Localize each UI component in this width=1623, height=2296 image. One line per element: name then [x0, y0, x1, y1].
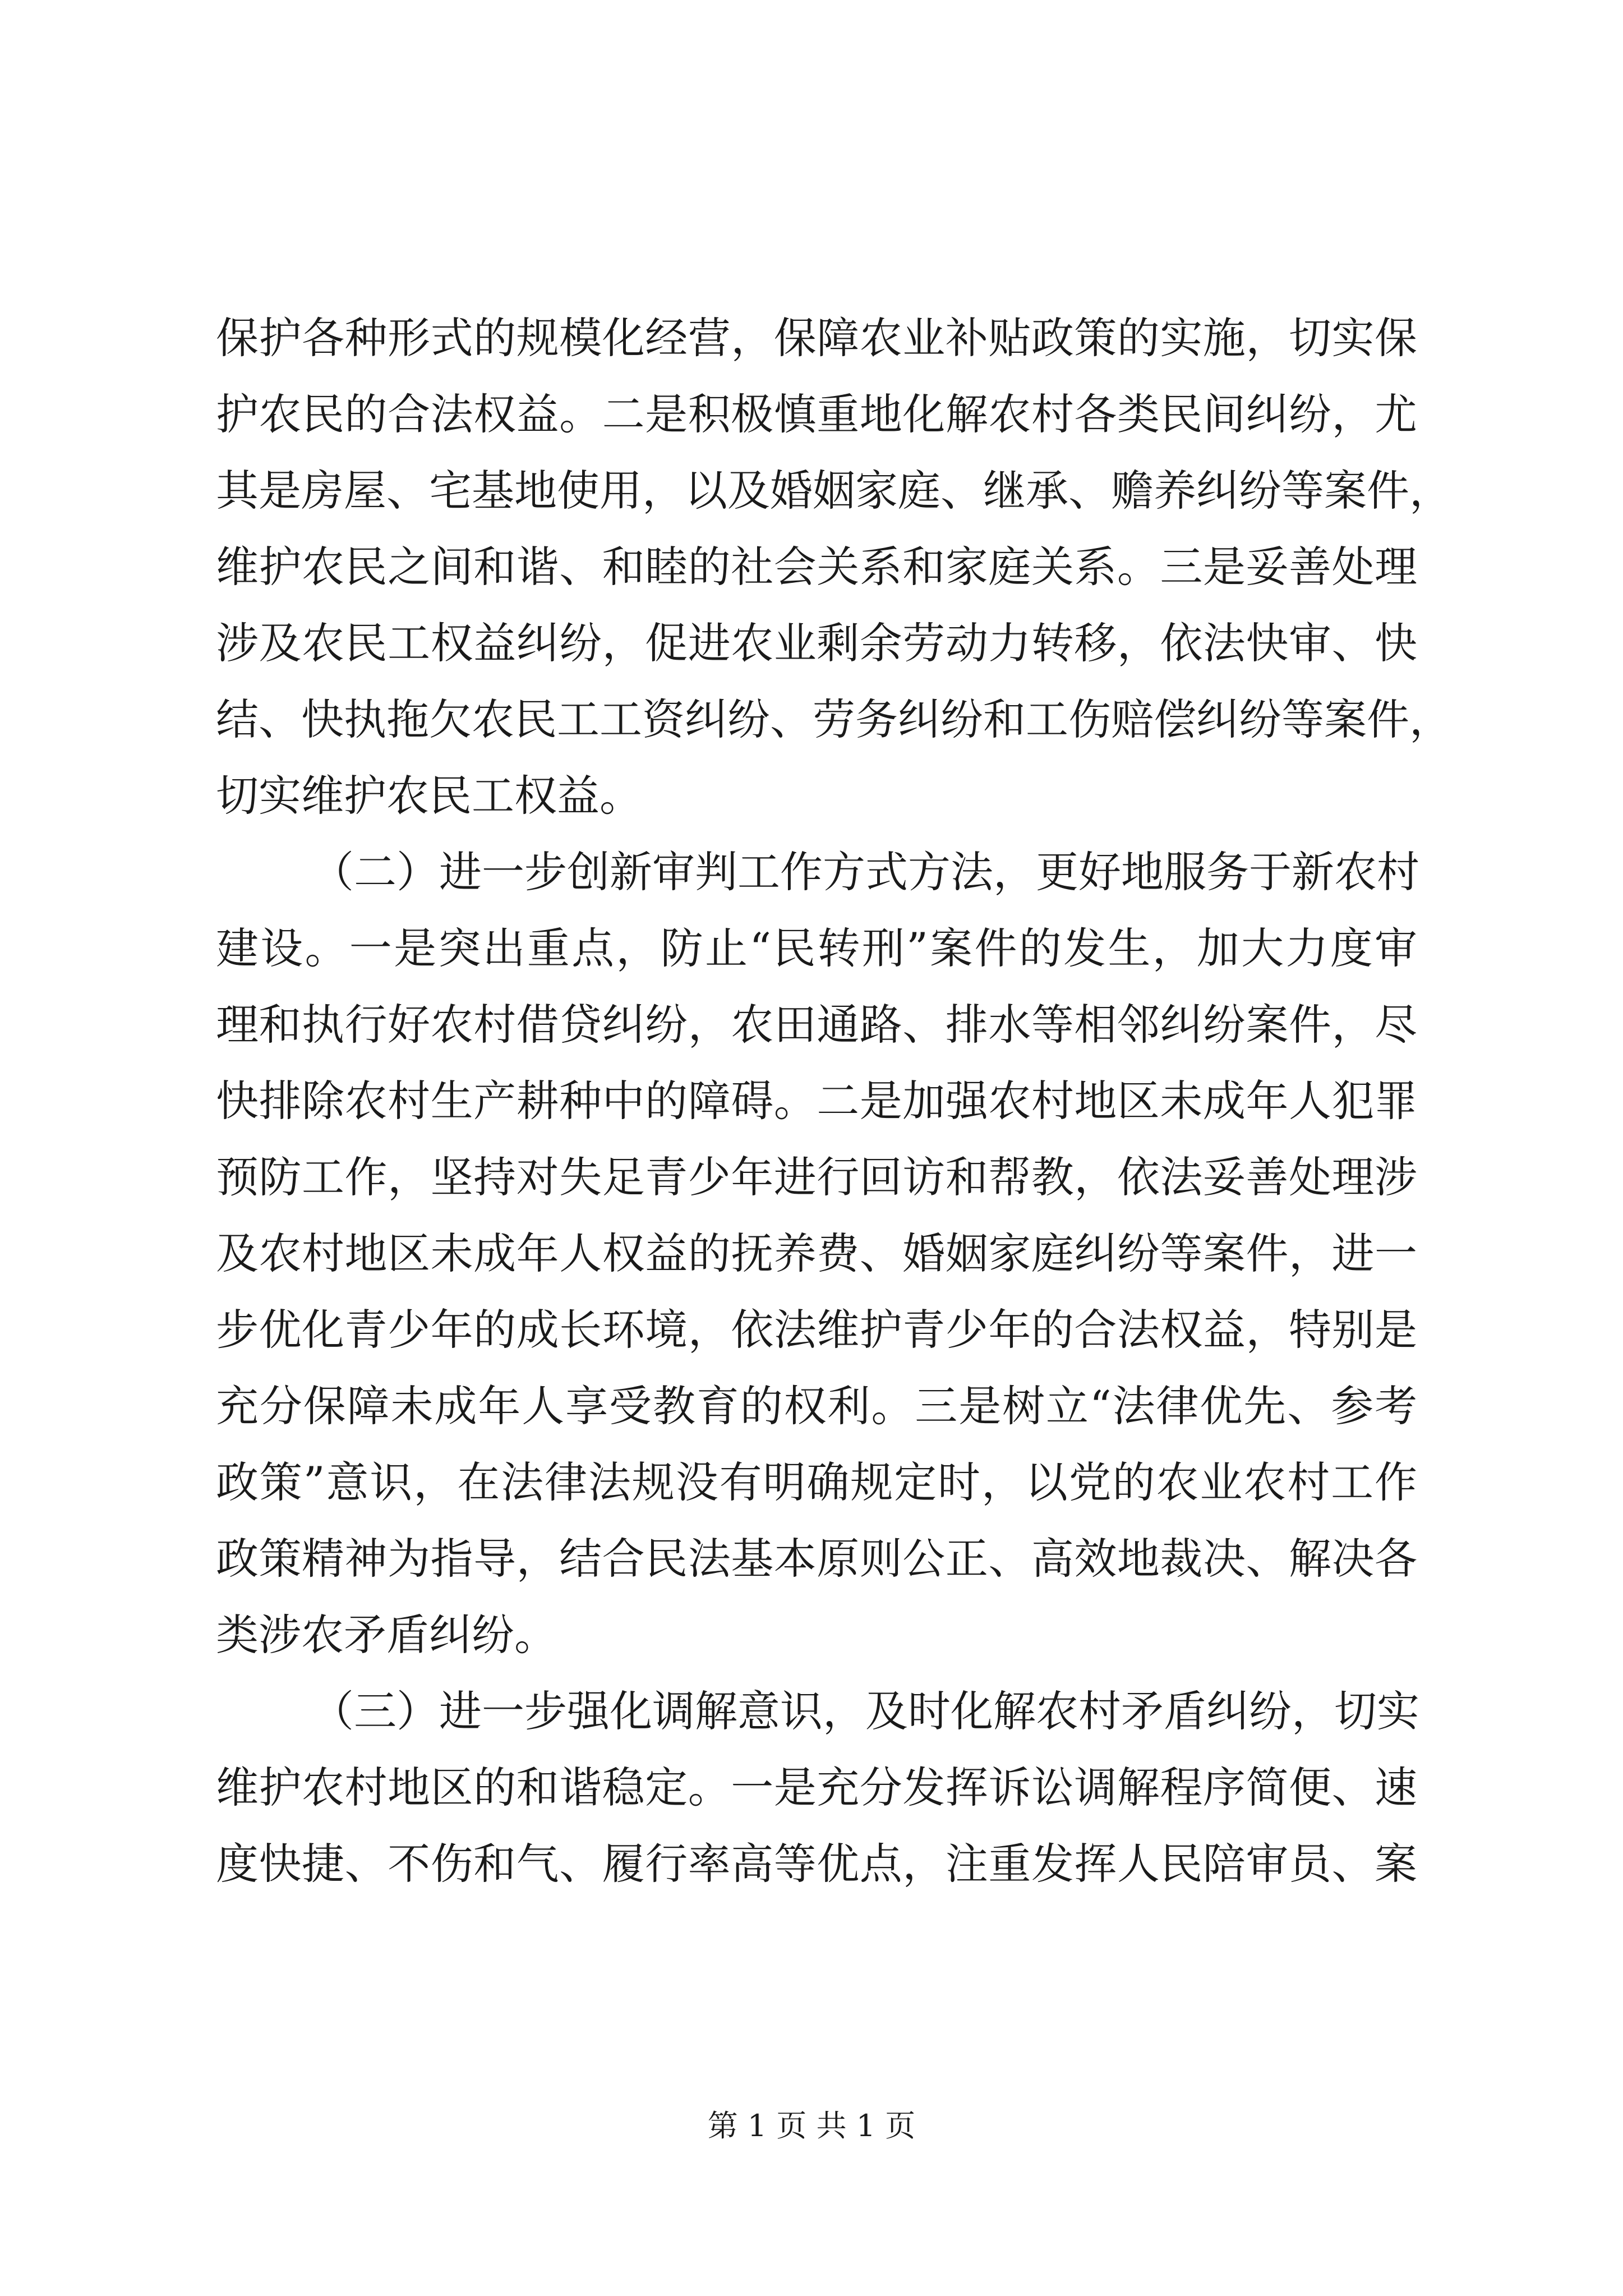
text-line: 预防工作，坚持对失足青少年进行回访和帮教，依法妥善处理涉: [216, 1152, 1417, 1202]
text-line: 理和执行好农村借贷纠纷，农田通路、排水等相邻纠纷案件，尽: [216, 1000, 1417, 1050]
text-line: 快排除农村生产耕种中的障碍。二是加强农村地区未成年人犯罪: [216, 1076, 1417, 1126]
text-line: 保护各种形式的规模化经营，保障农业补贴政策的实施，切实保: [216, 313, 1417, 363]
text-line: 度快捷、不伤和气、履行率高等优点，注重发挥人民陪审员、案: [216, 1839, 1417, 1889]
paragraph-heading-line: （二）进一步创新审判工作方式方法，更好地服务于新农村: [311, 847, 1419, 897]
text-line: 充分保障未成年人享受教育的权利。三是树立“法律优先、参考: [216, 1381, 1417, 1431]
text-line: 及农村地区未成年人权益的抚养费、婚姻家庭纠纷等案件，进一: [216, 1228, 1417, 1278]
text-line: 步优化青少年的成长环境，依法维护青少年的合法权益，特别是: [216, 1305, 1417, 1355]
text-line: 建设。一是突出重点，防止“民转刑”案件的发生，加大力度审: [216, 923, 1417, 973]
text-line: 其是房屋、宅基地使用，以及婚姻家庭、继承、赡养纠纷等案件，: [216, 466, 1452, 516]
paragraph-heading-line: （三）进一步强化调解意识，及时化解农村矛盾纠纷，切实: [311, 1686, 1419, 1736]
text-line: 护农民的合法权益。二是积极慎重地化解农村各类民间纠纷，尤: [216, 389, 1417, 439]
text-line: 政策”意识，在法律法规没有明确规定时，以党的农业农村工作: [216, 1457, 1417, 1507]
text-line: 维护农民之间和谐、和睦的社会关系和家庭关系。三是妥善处理: [216, 542, 1417, 592]
text-line: 结、快执拖欠农民工工资纠纷、劳务纠纷和工伤赔偿纠纷等案件，: [216, 694, 1452, 744]
text-line: 类涉农矛盾纠纷。: [216, 1610, 557, 1660]
text-line: 维护农村地区的和谐稳定。一是充分发挥诉讼调解程序简便、速: [216, 1763, 1417, 1812]
page-number-footer: 第 1 页 共 1 页: [707, 2108, 916, 2143]
text-line: 政策精神为指导，结合民法基本原则公正、高效地裁决、解决各: [216, 1534, 1417, 1584]
text-line: 涉及农民工权益纠纷，促进农业剩余劳动力转移，依法快审、快: [216, 618, 1417, 668]
text-line: 切实维护农民工权益。: [216, 771, 642, 821]
